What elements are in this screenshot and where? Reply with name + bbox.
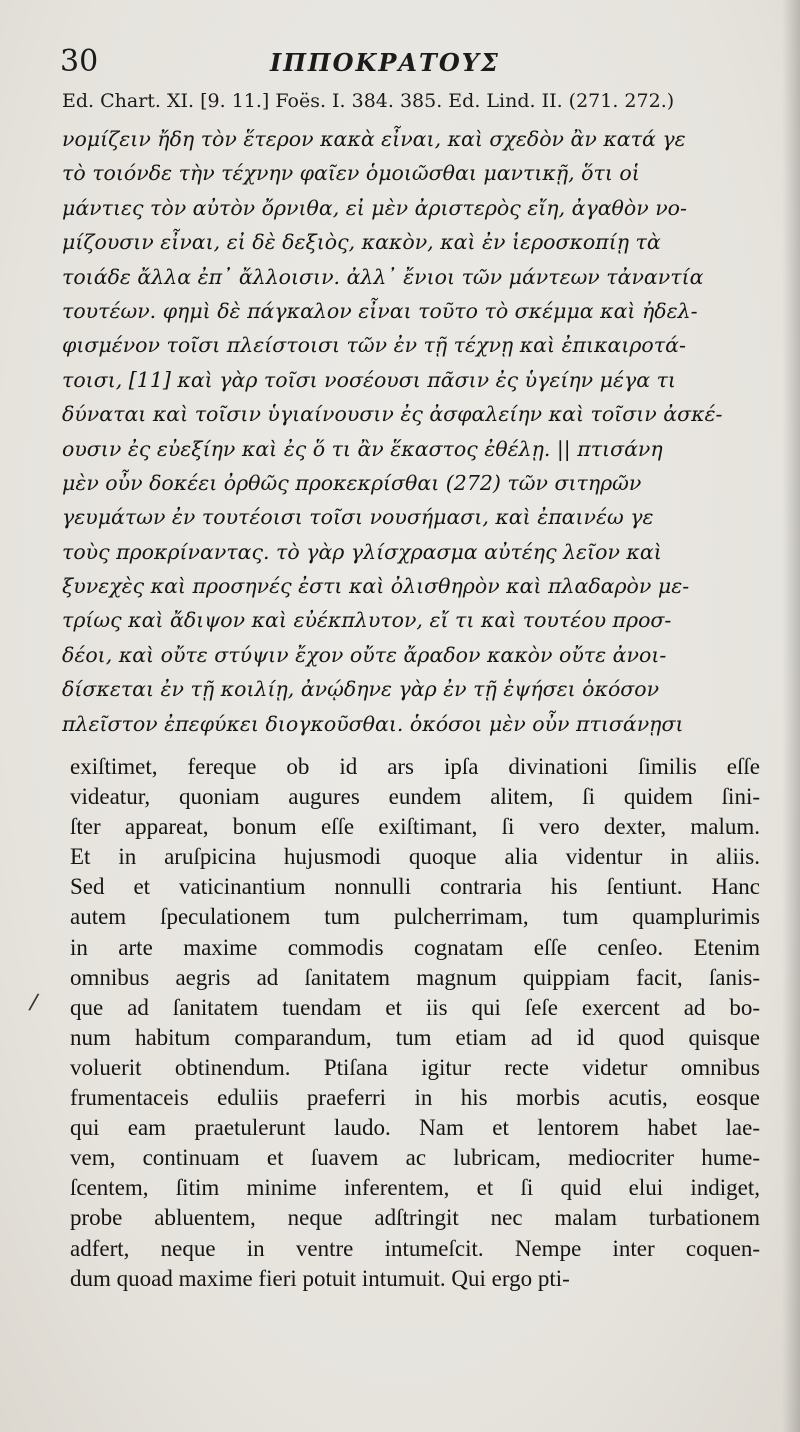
edition-reference-line: Ed. Chart. XI. [9. 11.] Foës. I. 384. 385. Ed. Lind. II. (271. 272.) xyxy=(62,90,675,112)
latin-line: dum quoad maxime fieri potuit intumuit. Qui ergo pti- xyxy=(70,1265,570,1291)
latin-line: Sed et vaticinantium nonnulli contraria his ſentiunt. Hanc xyxy=(70,874,760,900)
greek-line: δίσκεται ἐν τῇ κοιλίῃ, ἀνῴδηνε γὰρ ἐν τῇ ἑψήσει ὁκόσον xyxy=(62,677,660,702)
greek-text-block xyxy=(62,122,762,741)
greek-line: τουτέων. φημὶ δὲ πάγκαλον εἶναι τοῦτο τὸ σκέμμα καὶ ἠδελ- xyxy=(62,298,698,323)
latin-line: num habitum comparandum, tum etiam ad id quod quisque xyxy=(70,1024,760,1050)
latin-line: videatur, quoniam augures eundem alitem, ſi quidem ſini- xyxy=(70,784,760,810)
page-number: 30 xyxy=(60,44,99,79)
greek-line: δέοι, καὶ οὔτε στύψιν ἔχον οὔτε ἄραδον κακὸν οὔτε ἀνοι- xyxy=(62,642,667,667)
latin-line: que ad ſanitatem tuendam et iis qui ſeſe exercent ad bo- xyxy=(70,994,760,1020)
greek-line: τὸ τοιόνδε τὴν τέχνην φαῖεν ὁμοιῶσθαι μαντικῇ, ὅτι οἱ xyxy=(62,161,640,186)
latin-translation-block xyxy=(70,752,760,1294)
greek-line: νομίζειν ἤδη τὸν ἕτερον κακὰ εἶναι, καὶ σχεδὸν ἂν κατά γε xyxy=(62,127,686,151)
greek-line: μίζουσιν εἶναι, εἰ δὲ δεξιὸς, κακὸν, καὶ ἐν ἱεροσκοπίῃ τὰ xyxy=(62,230,661,255)
greek-line: μὲν οὖν δοκέει ὀρθῶς προκεκρίσθαι (272) τῶν σιτηρῶν xyxy=(62,470,642,495)
latin-line: probe abluentem, neque adſtringit nec malam turbationem xyxy=(70,1205,760,1231)
latin-line: voluerit obtinendum. Ptiſana igitur recte videtur omnibus xyxy=(70,1054,760,1080)
latin-line: in arte maxime commodis cognatam eſſe cenſeo. Etenim xyxy=(70,934,760,960)
latin-line: ſter appareat, bonum eſſe exiſtimant, ſi vero dexter, malum. xyxy=(70,814,760,840)
page-gutter-shadow xyxy=(782,0,800,1432)
greek-line: τρίως καὶ ἄδιψον καὶ εὐέκπλυτον, εἴ τι καὶ τουτέου προσ- xyxy=(62,608,672,633)
latin-line: vem, continuam et ſuavem ac lubricam, mediocriter hume- xyxy=(70,1145,760,1171)
latin-line: adfert, neque in ventre intumeſcit. Nempe inter coquen- xyxy=(70,1235,760,1261)
greek-line: φισμένον τοῖσι πλείστοισι τῶν ἐν τῇ τέχνῃ καὶ ἐπικαιροτά- xyxy=(62,333,686,358)
latin-line: exiſtimet, fereque ob id ars ipſa divinationi ſimilis eſſe xyxy=(70,754,760,779)
latin-line: qui eam praetulerunt laudo. Nam et lentorem habet lae- xyxy=(70,1115,760,1141)
latin-line: omnibus aegris ad ſanitatem magnum quippiam facit, ſanis- xyxy=(70,964,760,990)
latin-line: ſcentem, ſitim minime inferentem, et ſi quid elui indiget, xyxy=(70,1175,760,1201)
latin-line: Et in aruſpicina hujusmodi quoque alia videntur in aliis. xyxy=(70,844,760,870)
running-title: ΙΠΠΟΚΡΑΤΟΥΣ xyxy=(270,48,500,77)
greek-line: τοὺς προκρίναντας. τὸ γὰρ γλίσχρασμα αὐτέης λεῖον καὶ xyxy=(62,539,662,564)
greek-line: τοιάδε ἄλλα ἐπ᾽ ἄλλοισιν. ἀλλ᾽ ἔνιοι τῶν μάντεων τἀναντία xyxy=(62,264,704,289)
greek-line: πλεῖστον ἐπεφύκει διογκοῦσθαι. ὁκόσοι μὲν οὖν πτισάνῃσι xyxy=(62,711,684,736)
greek-line: ξυνεχὲς καὶ προσηνές ἐστι καὶ ὀλισθηρὸν καὶ πλαδαρὸν με- xyxy=(62,574,690,599)
greek-line: τοισι, [11] καὶ γὰρ τοῖσι νοσέουσι πᾶσιν ἐς ὑγείην μέγα τι xyxy=(62,367,676,392)
margin-pen-mark: / xyxy=(27,989,40,1016)
greek-line: δύναται καὶ τοῖσιν ὑγιαίνουσιν ἐς ἀσφαλείην καὶ τοῖσιν ἀσκέ- xyxy=(62,402,723,427)
greek-line: γευμάτων ἐν τουτέοισι τοῖσι νουσήμασι, καὶ ἐπαινέω γε xyxy=(62,505,654,530)
greek-line: μάντιες τὸν αὐτὸν ὄρνιθα, εἰ μὲν ἀριστερὸς εἴη, ἀγαθὸν νο- xyxy=(62,195,687,220)
greek-line: ουσιν ἐς εὐεξίην καὶ ἐς ὅ τι ἂν ἕκαστος ἐθέλῃ. || πτισάνη xyxy=(62,436,663,461)
running-head xyxy=(60,44,760,84)
latin-line: frumentaceis eduliis praeferri in his morbis acutis, eosque xyxy=(70,1085,760,1111)
latin-line: autem ſpeculationem tum pulcherrimam, tum quamplurimis xyxy=(70,904,760,930)
